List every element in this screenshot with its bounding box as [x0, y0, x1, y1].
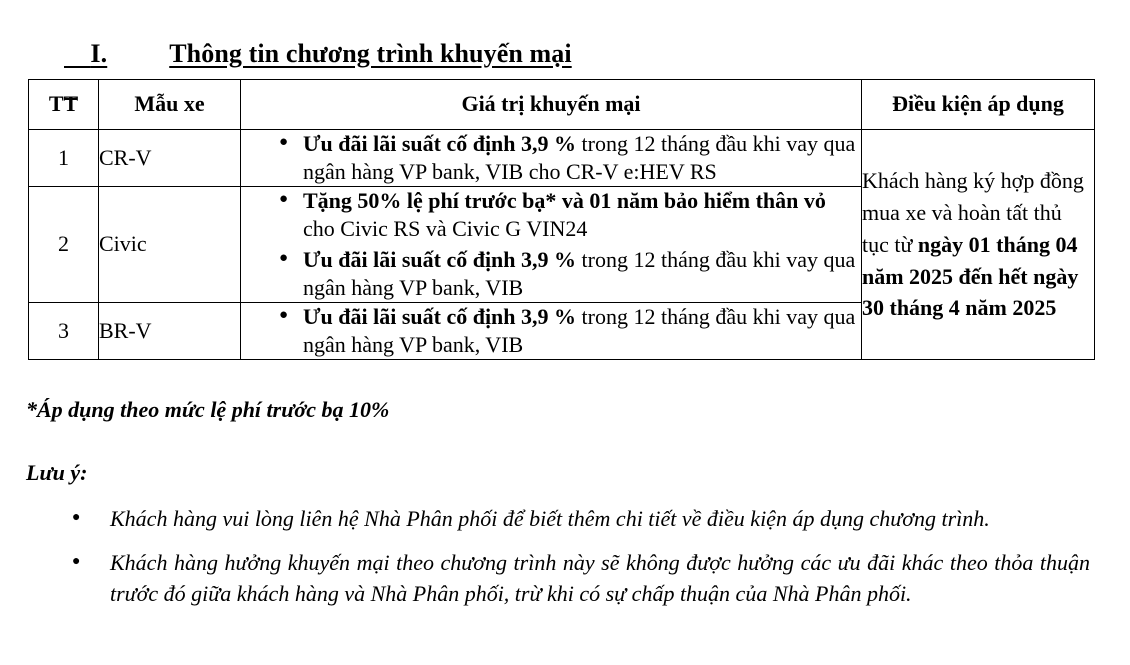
- cell-value: [241, 302, 862, 359]
- benefit-item: [241, 130, 861, 186]
- table-row: [29, 130, 1095, 187]
- benefit-list: [241, 130, 861, 186]
- benefit-detail: cho Civic RS và Civic G VIN24: [303, 216, 588, 242]
- benefit-list: [241, 187, 861, 302]
- footnote: *Áp dụng theo mức lệ phí trước bạ 10%: [26, 397, 390, 422]
- cell-value: [241, 130, 862, 187]
- promotion-table: [28, 79, 1095, 360]
- section-title-text: Thông tin chương trình khuyến mại: [169, 38, 572, 68]
- benefit-detail: trong 12 tháng đầu khi vay qua ngân hàng VP bank, VIB cho CR-V e:HEV RS: [303, 131, 856, 185]
- notes-list: [68, 503, 1090, 623]
- benefit-highlight: Ưu đãi lãi suất cố định 3,9 %: [303, 303, 577, 329]
- benefit-highlight: Tặng 50% lệ phí trước bạ* và 01 năm bảo hiểm thân vỏ: [303, 188, 826, 214]
- condition-text-bold: ngày 01 tháng 04 năm 2025 đến hết ngày 30 tháng 4 năm 2025: [862, 231, 1079, 321]
- benefit-item: [241, 303, 861, 359]
- benefit-highlight: Ưu đãi lãi suất cố định 3,9 %: [303, 246, 577, 272]
- benefit-item: [241, 187, 861, 243]
- cell-tt: 3: [29, 302, 99, 359]
- benefit-highlight: Ưu đãi lãi suất cố định 3,9 %: [303, 131, 577, 156]
- column-header-tt: TT: [29, 80, 99, 130]
- cell-tt: 1: [29, 130, 99, 187]
- cell-model: BR-V: [99, 302, 241, 359]
- note-item: ● Khách hàng hưởng khuyến mại theo chương trình này sẽ không được hưởng các ưu đãi khác theo thỏa thuận trước đó giữa khách hàng và Nhà Phân phối, trừ khi có sự chấp thuận của Nhà Phân phối.: [68, 547, 1090, 609]
- cell-value: [241, 187, 862, 303]
- condition-text-normal: Khách hàng ký hợp đồng mua xe và hoàn tất thủ tục từ: [862, 167, 1084, 257]
- cell-condition: [862, 130, 1095, 360]
- table-header-row: [29, 80, 1095, 130]
- cell-model: Civic: [99, 187, 241, 303]
- cell-tt: 2: [29, 187, 99, 303]
- benefit-list: [241, 303, 861, 359]
- benefit-detail: trong 12 tháng đầu khi vay qua ngân hàng VP bank, VIB: [303, 303, 856, 358]
- cell-model: CR-V: [99, 130, 241, 187]
- notes-heading: Lưu ý:: [26, 460, 88, 485]
- column-header-value: Giá trị khuyến mại: [241, 80, 862, 130]
- note-item: ● Khách hàng vui lòng liên hệ Nhà Phân phối để biết thêm chi tiết về điều kiện áp dụng chương trình.: [68, 503, 1090, 534]
- benefit-detail: trong 12 tháng đầu khi vay qua ngân hàng VP bank, VIB: [303, 246, 856, 300]
- section-numeral: I.: [90, 38, 108, 68]
- column-header-condition: Điều kiện áp dụng: [862, 80, 1095, 130]
- column-header-model: Mẫu xe: [99, 80, 241, 130]
- benefit-item: [241, 246, 861, 302]
